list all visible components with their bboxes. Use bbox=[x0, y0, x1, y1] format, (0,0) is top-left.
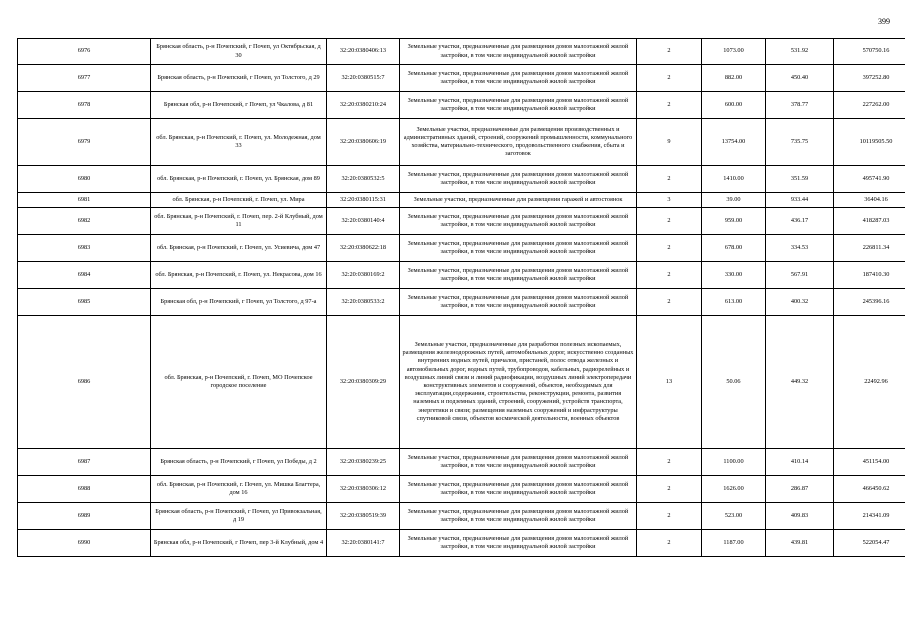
row-number: 6983 bbox=[18, 235, 151, 262]
address-cell: обл. Брянская, р-н Почепский, г. Почеп, ул. Молодежная, дом 33 bbox=[151, 119, 327, 166]
specific-value-cell: 436.17 bbox=[766, 208, 834, 235]
cadastral-number-cell: 32:20:0380519:39 bbox=[327, 503, 400, 530]
area-cell: 1410.00 bbox=[702, 166, 766, 193]
cadastral-value-cell: 495741.90 bbox=[834, 166, 905, 193]
table-row bbox=[18, 235, 905, 262]
table-row bbox=[18, 476, 905, 503]
specific-value-cell: 286.87 bbox=[766, 476, 834, 503]
area-cell: 39.00 bbox=[702, 193, 766, 208]
row-number: 6978 bbox=[18, 92, 151, 119]
address-cell: обл. Брянская, р-н Почепский, г. Почеп, МО Почепское городское поселение bbox=[151, 316, 327, 449]
specific-value-cell: 439.81 bbox=[766, 530, 834, 557]
row-number: 6979 bbox=[18, 119, 151, 166]
cadastral-number-cell: 32:20:0380406:13 bbox=[327, 39, 400, 65]
permitted-use-cell: Земельные участки, предназначенные для размещения домов малоэтажной жилой застройки, в том числе индивидуальной жилой застройки bbox=[400, 235, 637, 262]
page-number: 399 bbox=[878, 17, 890, 26]
permitted-use-cell: Земельные участки, предназначенные для размещения домов малоэтажной жилой застройки, в том числе индивидуальной жилой застройки bbox=[400, 65, 637, 92]
address-cell: обл. Брянская, р-н Почепский, г. Почеп, ул. Усиевича, дом 47 bbox=[151, 235, 327, 262]
area-cell: 50.06 bbox=[702, 316, 766, 449]
area-cell: 613.00 bbox=[702, 289, 766, 316]
table-row bbox=[18, 262, 905, 289]
specific-value-cell: 735.75 bbox=[766, 119, 834, 166]
specific-value-cell: 351.59 bbox=[766, 166, 834, 193]
table-body bbox=[18, 39, 905, 557]
use-group-cell: 2 bbox=[637, 166, 702, 193]
use-group-cell: 2 bbox=[637, 235, 702, 262]
cadastral-number-cell: 32:20:0380115:31 bbox=[327, 193, 400, 208]
permitted-use-cell: Земельные участки, предназначенные для размещения домов малоэтажной жилой застройки, в том числе индивидуальной жилой застройки bbox=[400, 262, 637, 289]
row-number: 6984 bbox=[18, 262, 151, 289]
specific-value-cell: 531.92 bbox=[766, 39, 834, 65]
use-group-cell: 2 bbox=[637, 65, 702, 92]
table-row bbox=[18, 316, 905, 449]
table-row bbox=[18, 92, 905, 119]
cadastral-value-cell: 466450.62 bbox=[834, 476, 905, 503]
specific-value-cell: 410.14 bbox=[766, 449, 834, 476]
cadastral-number-cell: 32:20:0380306:12 bbox=[327, 476, 400, 503]
cadastral-number-cell: 32:20:0380140:4 bbox=[327, 208, 400, 235]
table-row bbox=[18, 119, 905, 166]
specific-value-cell: 409.83 bbox=[766, 503, 834, 530]
permitted-use-cell: Земельные участки, предназначенные для размещения домов малоэтажной жилой застройки, в том числе индивидуальной жилой застройки bbox=[400, 289, 637, 316]
use-group-cell: 2 bbox=[637, 208, 702, 235]
area-cell: 1073.00 bbox=[702, 39, 766, 65]
area-cell: 600.00 bbox=[702, 92, 766, 119]
row-number: 6989 bbox=[18, 503, 151, 530]
use-group-cell: 3 bbox=[637, 193, 702, 208]
cadastral-value-cell: 187410.30 bbox=[834, 262, 905, 289]
specific-value-cell: 933.44 bbox=[766, 193, 834, 208]
address-cell: Брянская область, р-н Почепский, г Почеп, ул Толстого, д 29 bbox=[151, 65, 327, 92]
area-cell: 1187.00 bbox=[702, 530, 766, 557]
cadastral-value-cell: 522054.47 bbox=[834, 530, 905, 557]
area-cell: 1100.00 bbox=[702, 449, 766, 476]
table-row bbox=[18, 208, 905, 235]
permitted-use-cell: Земельные участки, предназначенные для размещения домов малоэтажной жилой застройки, в том числе индивидуальной жилой застройки bbox=[400, 476, 637, 503]
address-cell: Брянская обл, р-н Почепский, г Почеп, пер 3-й Клубный, дом 4 bbox=[151, 530, 327, 557]
address-cell: обл. Брянская, р-н Почепский, г. Почеп, ул. Некрасова, дом 16 bbox=[151, 262, 327, 289]
address-cell: Брянская обл, р-н Почепский, г Почеп, ул Чкалова, д 81 bbox=[151, 92, 327, 119]
area-cell: 330.00 bbox=[702, 262, 766, 289]
cadastral-number-cell: 32:20:0380533:2 bbox=[327, 289, 400, 316]
cadastral-number-cell: 32:20:0380606:19 bbox=[327, 119, 400, 166]
permitted-use-cell: Земельные участки, предназначенные для размещения производственных и административных зданий, строений, сооружений промышленности, коммунального хозяйства, материально-технического, продовольственного снабжения, сбыта и заготовок bbox=[400, 119, 637, 166]
use-group-cell: 2 bbox=[637, 39, 702, 65]
use-group-cell: 9 bbox=[637, 119, 702, 166]
use-group-cell: 2 bbox=[637, 503, 702, 530]
address-cell: Брянская обл, р-н Почепский, г Почеп, ул Толстого, д 97-а bbox=[151, 289, 327, 316]
row-number: 6987 bbox=[18, 449, 151, 476]
cadastral-number-cell: 32:20:0380239:25 bbox=[327, 449, 400, 476]
cadastral-number-cell: 32:20:0380210:24 bbox=[327, 92, 400, 119]
row-number: 6976 bbox=[18, 39, 151, 65]
table-row bbox=[18, 65, 905, 92]
area-cell: 678.00 bbox=[702, 235, 766, 262]
permitted-use-cell: Земельные участки, предназначенные для размещения домов малоэтажной жилой застройки, в том числе индивидуальной жилой застройки bbox=[400, 39, 637, 65]
row-number: 6982 bbox=[18, 208, 151, 235]
address-cell: Брянская область, р-н Почепский, г Почеп, ул Октябрьская, д 30 bbox=[151, 39, 327, 65]
specific-value-cell: 450.40 bbox=[766, 65, 834, 92]
address-cell: обл. Брянская, р-н Почепский, г. Почеп, ул. Брянская, дом 89 bbox=[151, 166, 327, 193]
cadastral-number-cell: 32:20:0380622:18 bbox=[327, 235, 400, 262]
cadastral-number-cell: 32:20:0380169:2 bbox=[327, 262, 400, 289]
use-group-cell: 13 bbox=[637, 316, 702, 449]
permitted-use-cell: Земельные участки, предназначенные для размещения гаражей и автостоянок bbox=[400, 193, 637, 208]
use-group-cell: 2 bbox=[637, 530, 702, 557]
cadastral-value-cell: 245396.16 bbox=[834, 289, 905, 316]
table-row bbox=[18, 289, 905, 316]
specific-value-cell: 334.53 bbox=[766, 235, 834, 262]
area-cell: 523.00 bbox=[702, 503, 766, 530]
cadastral-number-cell: 32:20:0380141:7 bbox=[327, 530, 400, 557]
address-cell: обл. Брянская, р-н Почепский, г. Почеп, ул. Мира bbox=[151, 193, 327, 208]
row-number: 6981 bbox=[18, 193, 151, 208]
row-number: 6985 bbox=[18, 289, 151, 316]
address-cell: Брянская область, р-н Почепский, г Почеп, ул Победы, д 2 bbox=[151, 449, 327, 476]
specific-value-cell: 378.77 bbox=[766, 92, 834, 119]
address-cell: обл. Брянская, р-н Почепский, г. Почеп, ул. Мишка Благтера, дом 16 bbox=[151, 476, 327, 503]
cadastral-value-cell: 226811.34 bbox=[834, 235, 905, 262]
specific-value-cell: 400.32 bbox=[766, 289, 834, 316]
use-group-cell: 2 bbox=[637, 476, 702, 503]
row-number: 6990 bbox=[18, 530, 151, 557]
table-row bbox=[18, 503, 905, 530]
permitted-use-cell: Земельные участки, предназначенные для размещения домов малоэтажной жилой застройки, в том числе индивидуальной жилой застройки bbox=[400, 530, 637, 557]
table-row bbox=[18, 166, 905, 193]
table-row bbox=[18, 530, 905, 557]
cadastral-value-cell: 418287.03 bbox=[834, 208, 905, 235]
row-number: 6980 bbox=[18, 166, 151, 193]
table-row bbox=[18, 449, 905, 476]
cadastral-value-cell: 22492.96 bbox=[834, 316, 905, 449]
use-group-cell: 2 bbox=[637, 92, 702, 119]
area-cell: 959.00 bbox=[702, 208, 766, 235]
cadastral-value-cell: 10119505.50 bbox=[834, 119, 905, 166]
permitted-use-cell: Земельные участки, предназначенные для размещения домов малоэтажной жилой застройки, в том числе индивидуальной жилой застройки bbox=[400, 503, 637, 530]
table-row bbox=[18, 39, 905, 65]
cadastral-number-cell: 32:20:0380309:29 bbox=[327, 316, 400, 449]
permitted-use-cell: Земельные участки, предназначенные для размещения домов малоэтажной жилой застройки, в том числе индивидуальной жилой застройки bbox=[400, 166, 637, 193]
area-cell: 1626.00 bbox=[702, 476, 766, 503]
table-row bbox=[18, 193, 905, 208]
use-group-cell: 2 bbox=[637, 262, 702, 289]
use-group-cell: 2 bbox=[637, 289, 702, 316]
address-cell: обл. Брянская, р-н Почепский, г. Почеп, пер. 2-й Клубный, дом 11 bbox=[151, 208, 327, 235]
area-cell: 882.00 bbox=[702, 65, 766, 92]
use-group-cell: 2 bbox=[637, 449, 702, 476]
permitted-use-cell: Земельные участки, предназначенные для размещения домов малоэтажной жилой застройки, в том числе индивидуальной жилой застройки bbox=[400, 449, 637, 476]
row-number: 6977 bbox=[18, 65, 151, 92]
cadastral-value-cell: 451154.00 bbox=[834, 449, 905, 476]
cadastral-value-cell: 214341.09 bbox=[834, 503, 905, 530]
cadastral-value-cell: 36404.16 bbox=[834, 193, 905, 208]
cadastral-value-cell: 570750.16 bbox=[834, 39, 905, 65]
cadastral-number-cell: 32:20:0380532:5 bbox=[327, 166, 400, 193]
permitted-use-cell: Земельные участки, предназначенные для размещения домов малоэтажной жилой застройки, в том числе индивидуальной жилой застройки bbox=[400, 208, 637, 235]
specific-value-cell: 567.91 bbox=[766, 262, 834, 289]
cadastral-value-cell: 397252.80 bbox=[834, 65, 905, 92]
permitted-use-cell: Земельные участки, предназначенные для разработки полезных ископаемых, размещения железнодорожных путей, автомобильных дорог, искусственно созданных внутренних водных путей, причалов, пристаней, полос отвода железных и автомобильных дорог, водных путей, трубопроводов, кабельных, радиорелейных и воздушных линий связи и линий радиофикации, воздушных линий электропередачи конструктивных элементов и сооружений, объектов, необходимых для эксплуатации,содержания, строительства, реконструкции, ремонта, развития наземных и подземных зданий, строений, сооружений, устройств транспорта, энергетики и связи; размещения наземных сооружений и инфраструктуры спутниковой связи, объектов космической деятельности, военных объектов bbox=[400, 316, 637, 449]
cadastral-number-cell: 32:20:0380515:7 bbox=[327, 65, 400, 92]
area-cell: 13754.00 bbox=[702, 119, 766, 166]
cadastral-value-cell: 227262.00 bbox=[834, 92, 905, 119]
permitted-use-cell: Земельные участки, предназначенные для размещения домов малоэтажной жилой застройки, в том числе индивидуальной жилой застройки bbox=[400, 92, 637, 119]
row-number: 6988 bbox=[18, 476, 151, 503]
row-number: 6986 bbox=[18, 316, 151, 449]
specific-value-cell: 449.32 bbox=[766, 316, 834, 449]
land-registry-table bbox=[17, 38, 905, 557]
address-cell: Брянская область, р-н Почепский, г Почеп, ул Привокзальная, д 19 bbox=[151, 503, 327, 530]
